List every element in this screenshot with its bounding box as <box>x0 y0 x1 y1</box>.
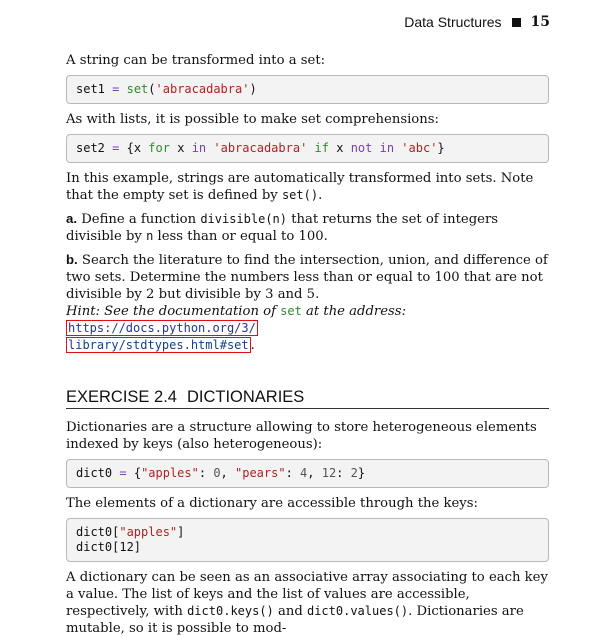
code-token: if <box>314 141 329 155</box>
code-token: dict0 <box>76 466 113 480</box>
code-token: set2 <box>76 141 105 155</box>
exercise-title: DICTIONARIES <box>186 388 305 406</box>
exercise-item-b <box>66 251 549 303</box>
code-token: "apples" <box>119 525 178 539</box>
paragraph-text: Search the literature to find the intersection, union, and difference of two sets. Determine the numbers less than or equal to 100 that are not divisible by 2 but divisible by 3 and 5. <box>66 253 548 302</box>
dict-intro-text: Dictionaries are a structure allowing to store heterogeneous elements indexed by keys (also heterogeneous): <box>66 420 537 452</box>
paragraph-text: . <box>250 338 255 353</box>
running-header <box>404 12 550 32</box>
code-block-set2 <box>66 134 549 163</box>
code-block-dict0 <box>66 459 549 488</box>
code-token: 12 <box>321 466 337 480</box>
paragraph-text: less than or equal to 100. <box>153 229 328 244</box>
code-token: = <box>112 141 120 155</box>
code-token: 0 <box>213 466 221 480</box>
code-token: = <box>119 466 127 480</box>
code-token: } <box>357 466 366 480</box>
code-token: 4 <box>300 466 308 480</box>
paragraph-text: that returns the set of integers divisible by <box>66 212 499 244</box>
code-token: { <box>133 466 142 480</box>
final-paragraph <box>66 569 549 637</box>
code-token: for <box>148 141 170 155</box>
paragraph-text: A dictionary can be seen as an associative array associating to each key a value. The list of keys and the list of values are accessible, respectively, with <box>66 570 548 619</box>
code-token: x <box>336 141 344 155</box>
docs-link[interactable]: library/stdtypes.html#set <box>68 338 249 352</box>
code-token: "apples" <box>141 466 199 480</box>
example-paragraph <box>66 170 549 204</box>
inline-code: n <box>146 229 154 243</box>
exercise-item-a <box>66 210 549 245</box>
code-token: dict0[ <box>76 525 120 539</box>
code-token: : <box>336 466 351 480</box>
code-token: , <box>220 466 235 480</box>
inline-code: divisible(n) <box>200 212 288 226</box>
paragraph-text: and <box>273 604 307 619</box>
page-number: 15 <box>530 14 550 30</box>
code-token: set1 <box>76 82 105 96</box>
code-token: : <box>285 466 301 480</box>
code-token: set <box>126 82 149 96</box>
section-title: Data Structures <box>404 14 502 30</box>
inline-code: keys() <box>230 604 274 618</box>
item-label: a. <box>66 211 77 226</box>
code-token: {x <box>126 141 142 155</box>
inline-code: dict0. <box>187 604 231 618</box>
code-token: dict0[12] <box>76 540 142 554</box>
code-token: not <box>350 141 373 155</box>
exercise-number: EXERCISE 2.4 <box>66 388 177 406</box>
item-label: b. <box>66 252 78 267</box>
inline-code: set <box>280 304 302 318</box>
page-content <box>66 52 549 637</box>
code-token: 'abracadabra' <box>155 82 250 96</box>
inline-code: set() <box>281 188 319 202</box>
square-separator-icon <box>512 18 521 27</box>
comprehension-intro-text: As with lists, it is possible to make set comprehensions: <box>66 112 439 127</box>
code-token: x <box>177 141 185 155</box>
access-intro-text: The elements of a dictionary are accessible through the keys: <box>66 496 478 511</box>
code-token: } <box>437 141 445 155</box>
inline-code: dict0.values() <box>306 604 409 618</box>
code-token: , <box>307 466 322 480</box>
code-token: ] <box>177 525 185 539</box>
paragraph-text: Hint: See the documentation of <box>66 304 281 319</box>
hint-paragraph <box>66 303 549 354</box>
docs-link[interactable]: https://docs.python.org/3/ <box>68 321 256 335</box>
paragraph-text: . <box>318 188 323 203</box>
code-token: : <box>198 466 214 480</box>
code-token: 'abc' <box>401 141 438 155</box>
code-token: in <box>191 141 207 155</box>
code-token: in <box>379 141 395 155</box>
code-token: 2 <box>350 466 358 480</box>
set-intro-text: A string can be transformed into a set: <box>66 53 326 68</box>
code-token: 'abracadabra' <box>213 141 308 155</box>
code-block-access <box>66 518 549 562</box>
paragraph-text: Define a function <box>77 212 201 227</box>
code-block-set1: set1 = set('abracadabra') <box>66 75 549 104</box>
paragraph-text: . Dictionaries are mutable, so it is possible to mod- <box>66 604 524 636</box>
exercise-heading <box>66 388 549 409</box>
paragraph-text: at the address: <box>301 304 407 319</box>
code-token: "pears" <box>235 466 286 480</box>
paragraph-text: In this example, strings are automatically transformed into sets. Note that the empty set is defined by <box>66 171 534 203</box>
code-token: = <box>112 82 120 96</box>
